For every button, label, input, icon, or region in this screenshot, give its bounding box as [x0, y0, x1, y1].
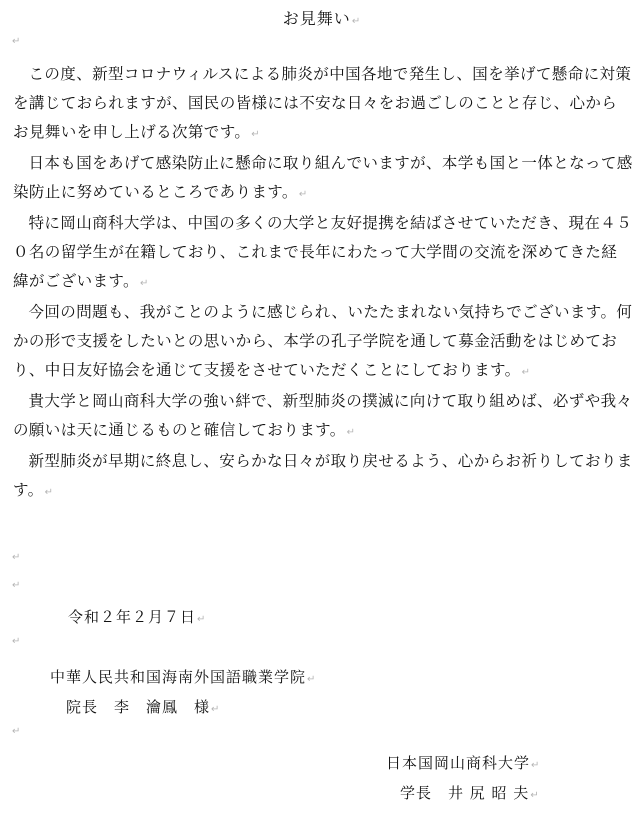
- body-paragraph: 特に岡山商科大学は、中国の多くの大学と友好提携を結ばさせていただき、現在４５０名の留学生が在籍しており、これまで長年にわたって大学間の交流を深めてきた経緯がございます。↵: [13, 214, 633, 290]
- paragraph-mark-icon: ↵: [521, 367, 531, 378]
- sender-name: [400, 782, 540, 803]
- paragraph-mark-icon: ↵: [12, 636, 21, 647]
- sender-org-text: 日本国岡山商科大学: [386, 754, 531, 772]
- sender-name-text: 学長 井 尻 昭 夫: [400, 784, 530, 802]
- paragraph-mark-icon: ↵: [12, 36, 21, 47]
- paragraph-mark-icon: ↵: [12, 552, 21, 563]
- paragraph-mark-icon: ↵: [251, 129, 261, 140]
- letter-date: [68, 606, 206, 627]
- title-text: お見舞い: [282, 9, 351, 28]
- paragraph-mark-icon: ↵: [346, 427, 356, 438]
- recipient-org-text: 中華人民共和国海南外国語職業学院: [50, 668, 307, 686]
- body-paragraph: 日本も国をあげて感染防止に懸命に取り組んでいますが、本学も国と一体となって感染防止に努めているところであります。↵: [13, 154, 633, 201]
- paragraph-mark-icon: ↵: [298, 189, 308, 200]
- paragraph-mark-icon: ↵: [44, 487, 54, 498]
- paragraph-mark-icon: ↵: [530, 790, 540, 801]
- paragraph-mark-icon: ↵: [12, 726, 21, 737]
- letter-body: [13, 60, 633, 507]
- paragraph-mark-icon: ↵: [351, 16, 362, 27]
- sender-organization: [386, 752, 540, 773]
- body-paragraph: この度、新型コロナウィルスによる肺炎が中国各地で発生し、国を挙げて懸命に対策を講じておられますが、国民の皆様には不安な日々をお過ごしのことと存じ、心からお見舞いを申し上げる次第です。↵: [13, 65, 632, 141]
- paragraph-mark-icon: ↵: [531, 760, 541, 771]
- date-text: 令和２年２月７日: [68, 608, 197, 626]
- paragraph-mark-icon: ↵: [211, 704, 221, 715]
- paragraph-mark-icon: ↵: [12, 580, 21, 591]
- paragraph-mark-icon: ↵: [139, 278, 149, 289]
- paragraph-mark-icon: ↵: [197, 614, 207, 625]
- letter-title: [0, 6, 644, 29]
- recipient-organization: [50, 666, 316, 687]
- body-paragraph: 貴大学と岡山商科大学の強い絆で、新型肺炎の撲滅に向けて取り組めば、必ずや我々の願いは天に通じるものと確信しております。↵: [13, 392, 633, 439]
- paragraph-mark-icon: ↵: [307, 674, 317, 685]
- body-paragraph: 新型肺炎が早期に終息し、安らかな日々が取り戻せるよう、心からお祈りしております。↵: [13, 452, 633, 499]
- recipient-name: [66, 696, 220, 717]
- recipient-name-text: 院長 李 瀹鳳 様: [66, 698, 211, 716]
- body-paragraph: 今回の問題も、我がことのように感じられ、いたたまれない気持ちでございます。何かの形で支援をしたいとの思いから、本学の孔子学院を通して募金活動をはじめており、中日友好協会を通じて支援をさせていただくことにしております。↵: [13, 303, 633, 379]
